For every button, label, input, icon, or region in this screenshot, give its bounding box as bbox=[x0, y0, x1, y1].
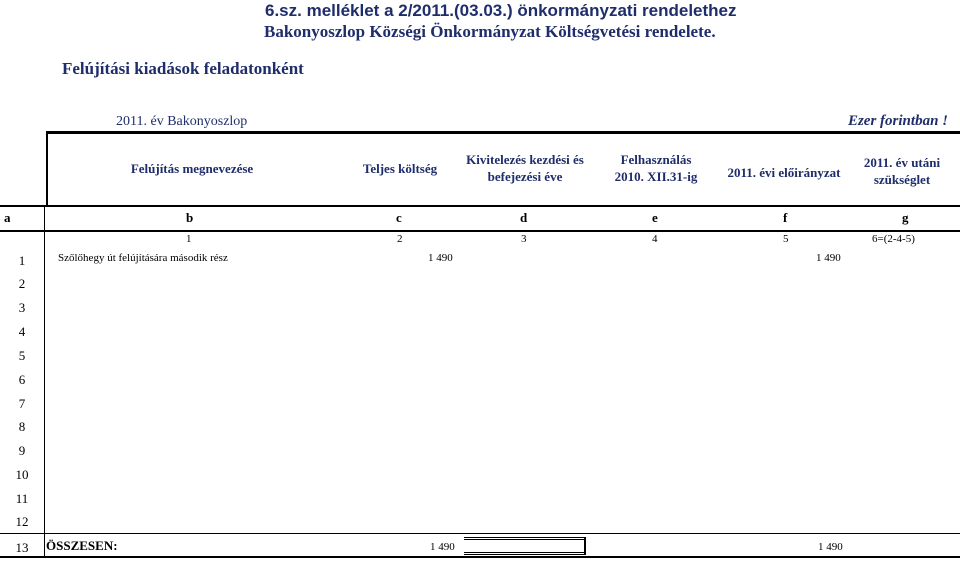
letter-e: e bbox=[652, 210, 658, 225]
column-header-need: 2011. év utáni szükséglet bbox=[863, 155, 941, 187]
colnum-2: 2 bbox=[397, 233, 403, 245]
column-header-appropriation: 2011. évi előirányzat bbox=[727, 164, 841, 180]
row-appropriation: 1 490 bbox=[816, 252, 841, 264]
letter-g: g bbox=[902, 210, 909, 225]
letter-b: b bbox=[186, 210, 194, 225]
row-total-cost: 1 490 bbox=[428, 252, 453, 264]
column-header-name: Felújítás megnevezése bbox=[130, 160, 254, 176]
total-top-border bbox=[0, 533, 960, 534]
row-number: 4 bbox=[18, 324, 26, 339]
row-number: 12 bbox=[15, 514, 29, 529]
total-row-number: 13 bbox=[15, 540, 29, 555]
letter-c: c bbox=[396, 210, 402, 225]
row-number: 3 bbox=[18, 300, 26, 315]
column-header-total-cost: Teljes költség bbox=[362, 160, 438, 176]
row-number: 8 bbox=[18, 419, 26, 434]
colnum-4: 4 bbox=[652, 233, 658, 245]
row-number: 2 bbox=[18, 276, 26, 291]
header-left-border bbox=[46, 131, 48, 206]
document-header-line1: 6.sz. melléklet a 2/2011.(03.03.) önkormányzati rendelethez bbox=[265, 1, 737, 20]
letter-a: a bbox=[4, 210, 11, 225]
colnum-1: 1 bbox=[186, 233, 192, 245]
table-top-border bbox=[46, 131, 960, 134]
column-header-used: Felhasználás 2010. XII.31-ig bbox=[614, 152, 698, 184]
letters-bottom-border bbox=[0, 230, 960, 232]
letter-f: f bbox=[783, 210, 788, 225]
section-title: Felújítási kiadások feladatonként bbox=[62, 59, 304, 78]
total-block-divider bbox=[584, 537, 586, 555]
colnum-6: 6=(2-4-5) bbox=[872, 233, 915, 245]
total-block-d bbox=[464, 537, 585, 555]
total-bottom-border bbox=[0, 556, 960, 558]
document-header-line2: Bakonyoszlop Községi Önkormányzat Költségvetési rendelete. bbox=[264, 22, 716, 41]
header-bottom-border bbox=[0, 205, 960, 207]
colnum-3: 3 bbox=[521, 233, 527, 245]
row-number: 6 bbox=[18, 372, 26, 387]
row-number: 9 bbox=[18, 443, 26, 458]
row-number: 11 bbox=[15, 491, 29, 506]
row-number: 5 bbox=[18, 348, 26, 363]
row-name: Szőlőhegy út felújítására második rész bbox=[58, 252, 228, 264]
total-cost: 1 490 bbox=[430, 541, 455, 553]
colnum-5: 5 bbox=[783, 233, 789, 245]
row-number: 7 bbox=[18, 396, 26, 411]
total-label: ÖSSZESEN: bbox=[46, 538, 118, 553]
year-label: 2011. év Bakonyoszlop bbox=[116, 114, 248, 129]
column-header-period: Kivitelezés kezdési és befejezési éve bbox=[466, 152, 584, 184]
letter-d: d bbox=[520, 210, 528, 225]
row-number: 10 bbox=[15, 467, 29, 482]
unit-label: Ezer forintban ! bbox=[847, 113, 948, 129]
total-appropriation: 1 490 bbox=[818, 541, 843, 553]
rownumber-column-border bbox=[44, 207, 45, 557]
row-number: 1 bbox=[18, 253, 26, 268]
